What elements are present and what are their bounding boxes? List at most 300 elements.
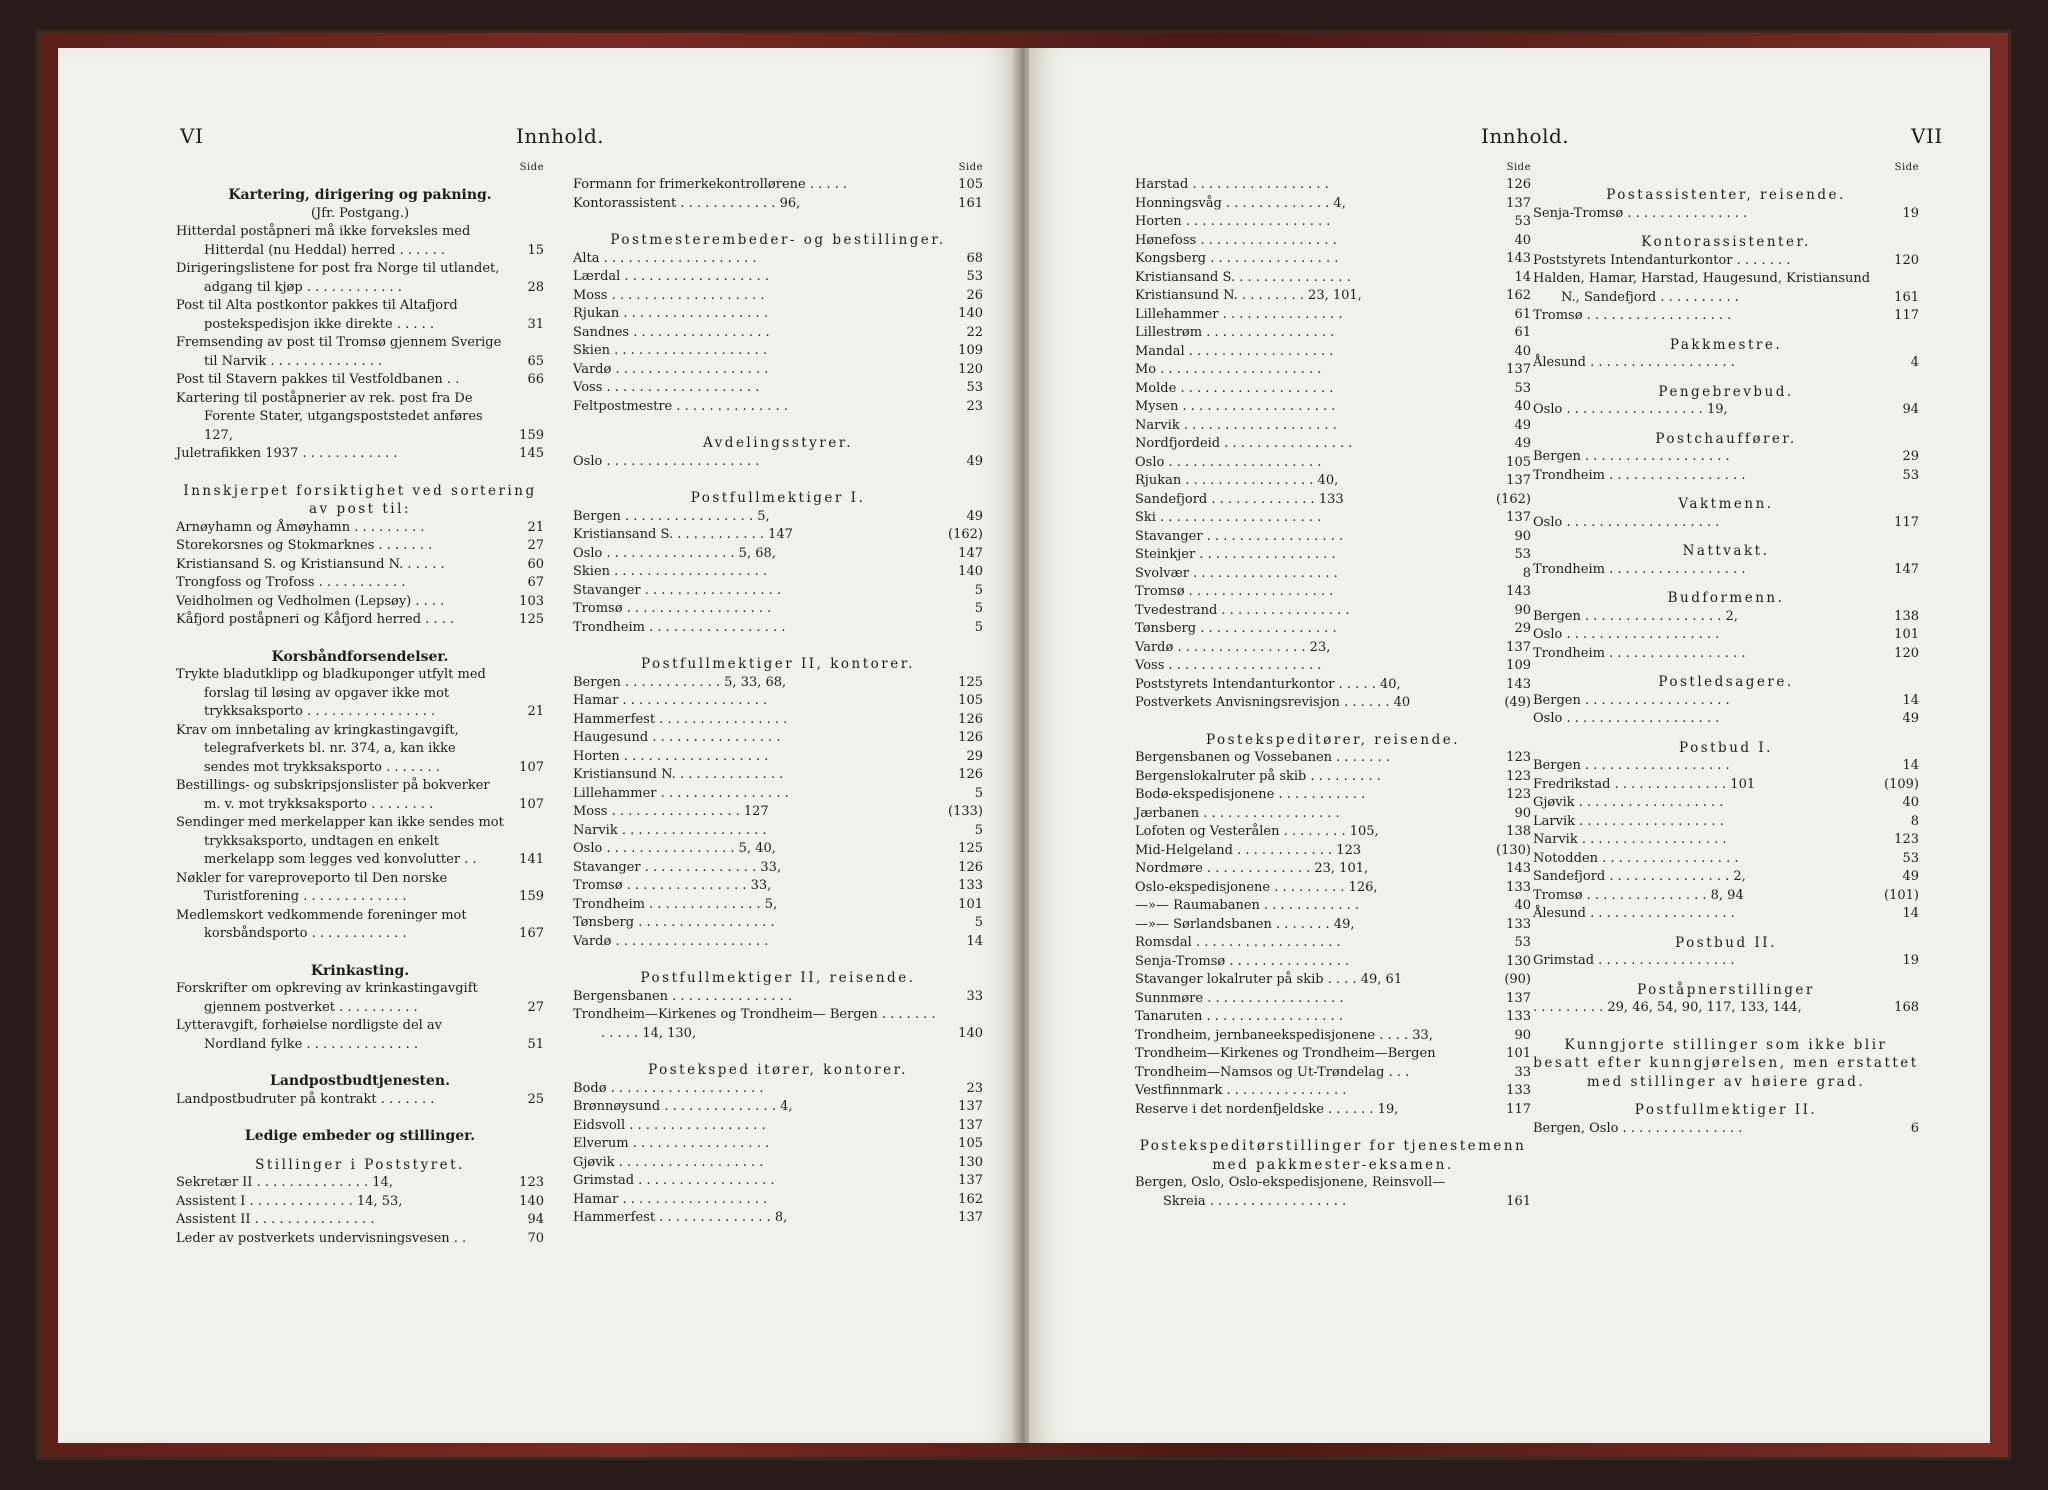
index-entry: Larvik . . . . . . . . . . . . . . . . . . 8 [1533, 813, 1919, 829]
index-entry: —»— Sørlandsbanen . . . . . . . 49, 133 [1135, 916, 1531, 932]
entry-text: Bergen, Oslo . . . . . . . . . . . . . . . [1533, 1120, 1743, 1136]
index-entry: Oslo . . . . . . . . . . . . . . . . 5, 40, 125 [573, 841, 983, 856]
index-entry: Grimstad . . . . . . . . . . . . . . . . . 137 [573, 1173, 983, 1188]
entry-text: Grimstad . . . . . . . . . . . . . . . . . [1533, 953, 1735, 968]
entry-text: Stavanger lokalruter på skib . . . . 49, 61 [1135, 972, 1403, 987]
spacer [573, 471, 983, 479]
entry-text: Mid-Helgeland . . . . . . . . . . . . 123 [1135, 842, 1362, 858]
index-entry: Sandefjord . . . . . . . . . . . . . . . 2, 49 [1533, 869, 1919, 884]
index-entry: Poststyrets Intendanturkontor . . . . . . . 120 [1533, 252, 1919, 268]
entry-text: Oslo . . . . . . . . . . . . . . . . 5, 40, [573, 841, 776, 856]
entry-text: Hamar . . . . . . . . . . . . . . . . . . [573, 693, 768, 708]
entry-text: Tønsberg . . . . . . . . . . . . . . . . . [1135, 621, 1337, 636]
index-entry: Feltpostmestre . . . . . . . . . . . . . . 23 [573, 398, 983, 414]
section-heading: Budformenn. [1667, 590, 1785, 606]
index-entry: Nøkler for vareproveporto til Den norske Turistforening . . . . . . . . . . . . . 159 [176, 870, 544, 904]
spacer [573, 951, 983, 959]
index-entry: Notodden . . . . . . . . . . . . . . . . . 53 [1533, 850, 1919, 866]
index-entry: Kristiansand S. og Kristiansund N. . . . . . 60 [176, 556, 544, 572]
index-entry: Lillestrøm . . . . . . . . . . . . . . . . 61 [1135, 325, 1531, 340]
entry-text: Tvedestrand . . . . . . . . . . . . . . . . [1135, 602, 1350, 618]
index-entry: Bergen . . . . . . . . . . . . . . . . . 2, 138 [1533, 608, 1919, 624]
index-entry: Tanaruten . . . . . . . . . . . . . . . . . 133 [1135, 1009, 1531, 1024]
index-entry: Post til Alta postkontor pakkes til Altafjord postekspedisjon ikke direkte . . . . . 31 [176, 298, 544, 332]
side-label: Side [1894, 162, 1919, 173]
entry-text: Mandal . . . . . . . . . . . . . . . . . . [1135, 343, 1334, 359]
section-heading: Postassistenter, reisende. [1606, 187, 1846, 203]
entry-text: . . . . . . . . . 29, 46, 54, 90, 117, 133, 144, [1533, 1000, 1802, 1015]
section-heading: Postledsagere. [1658, 674, 1794, 690]
index-entry: Bodø . . . . . . . . . . . . . . . . . . . 23 [573, 1080, 983, 1096]
index-entry: Bergen, Oslo . . . . . . . . . . . . . . . 6 [1533, 1120, 1919, 1136]
entry-text: Bergen . . . . . . . . . . . . . . . . 5, [573, 508, 770, 524]
index-entry: Ski . . . . . . . . . . . . . . . . . . . . 137 [1135, 510, 1531, 525]
entry-text: Elverum . . . . . . . . . . . . . . . . . [573, 1136, 770, 1151]
entry-text: Trondheim . . . . . . . . . . . . . . . . . [573, 619, 786, 635]
entry-text: Svolvær . . . . . . . . . . . . . . . . . . [1135, 565, 1338, 581]
entry-text: Assistent II . . . . . . . . . . . . . . . [176, 1212, 375, 1227]
section-heading: Nattvakt. [1682, 543, 1770, 559]
entry-text: Harstad . . . . . . . . . . . . . . . . . [1135, 177, 1329, 192]
index-entry: Rjukan . . . . . . . . . . . . . . . . 40, 137 [1135, 473, 1531, 488]
index-entry: Narvik . . . . . . . . . . . . . . . . . . . 49 [1135, 417, 1531, 433]
index-entry: Senja-Tromsø . . . . . . . . . . . . . . . 130 [1135, 953, 1531, 969]
index-entry: Vardø . . . . . . . . . . . . . . . . 23, 137 [1135, 639, 1531, 655]
index-column [176, 160, 544, 1248]
entry-text: Vardø . . . . . . . . . . . . . . . . . . . [573, 933, 769, 949]
index-entry: Tvedestrand . . . . . . . . . . . . . . . . 90 [1135, 602, 1531, 618]
entry-text: Vardø . . . . . . . . . . . . . . . . . . . [573, 361, 769, 377]
index-entry [1533, 887, 1919, 906]
index-entry: Tønsberg . . . . . . . . . . . . . . . . . 5 [573, 915, 983, 930]
section-heading: Postbud II. [1675, 934, 1777, 951]
index-entry: Horten . . . . . . . . . . . . . . . . . . 29 [573, 748, 983, 764]
entry-page-ref: (162) [948, 527, 983, 542]
entry-text: Oslo-ekspedisjonene . . . . . . . . . 126, [1135, 879, 1378, 895]
entry-text: Nordmøre . . . . . . . . . . . . . 23, 101, [1135, 861, 1369, 876]
index-entry: Oslo-ekspedisjonene . . . . . . . . . 126, 133 [1135, 879, 1531, 895]
index-entry: Gjøvik . . . . . . . . . . . . . . . . . . 40 [1533, 795, 1919, 810]
entry-text: Lytteravgift, forhøielse nordligste del av Nordland fylke . . . . . . . . . . . . . . [176, 1018, 443, 1052]
index-entry: Bodø-ekspedisjonene . . . . . . . . . . . 123 [1135, 787, 1531, 802]
index-entry: Sandnes . . . . . . . . . . . . . . . . . 22 [573, 324, 983, 340]
entry-text: Grimstad . . . . . . . . . . . . . . . . . [573, 1173, 775, 1188]
entry-text: Narvik . . . . . . . . . . . . . . . . . . [573, 822, 767, 838]
index-entry: Hønefoss . . . . . . . . . . . . . . . . . 40 [1135, 232, 1531, 248]
entry-text: Krav om innbetaling av kringkastingavgift, telegrafverkets bl. nr. 374, a, kan ikke sendes mot trykksaksporto . . . . . . . [176, 722, 459, 775]
entry-page-ref: (109) [1884, 776, 1919, 792]
entry-text: Trondheim . . . . . . . . . . . . . . . . . [1533, 467, 1746, 483]
section-heading: Postfullmektiger I. [690, 490, 866, 506]
index-entry: Ålesund . . . . . . . . . . . . . . . . . . 14 [1533, 906, 1919, 921]
entry-text: Skien . . . . . . . . . . . . . . . . . . . [573, 564, 768, 579]
index-entry: Lillehammer . . . . . . . . . . . . . . . . 5 [573, 785, 983, 801]
index-entry: Skien . . . . . . . . . . . . . . . . . . . 109 [573, 343, 983, 358]
entry-text: Bergensbanen . . . . . . . . . . . . . . . [573, 988, 793, 1004]
entry-text: Kontorassistent . . . . . . . . . . . . 96, [573, 195, 801, 211]
entry-text: Kristiansand S. . . . . . . . . . . . . . . [1135, 269, 1351, 285]
index-entry: Hamar . . . . . . . . . . . . . . . . . . 105 [573, 693, 983, 708]
index-entry: Trondheim . . . . . . . . . . . . . . . . . 53 [1533, 467, 1919, 483]
entry-text: Trondheim—Kirkenes og Trondheim— Bergen . . . . . . . . . . . . 14, 130, [573, 1007, 936, 1041]
entry-text: Ålesund . . . . . . . . . . . . . . . . . . [1533, 906, 1735, 921]
entry-text: Formann for frimerkekontrollørene . . . . . [573, 177, 848, 192]
entry-text: Storekorsnes og Stokmarknes . . . . . . . [176, 538, 433, 553]
section-heading: Pakkmestre. [1669, 336, 1783, 353]
entry-text: Notodden . . . . . . . . . . . . . . . . . [1533, 850, 1739, 866]
section-heading: Kunngjorte stillinger som ikke blir besatt efter kunngjørelsen, men erstattet med stillinger av høiere grad. [1533, 1036, 1919, 1090]
entry-text: Stavanger . . . . . . . . . . . . . . . . . [573, 582, 782, 598]
index-entry: Lærdal . . . . . . . . . . . . . . . . . . 53 [573, 269, 983, 284]
index-entry: Kongsberg . . . . . . . . . . . . . . . . 143 [1135, 251, 1531, 266]
entry-text: Assistent I . . . . . . . . . . . . . 14, 53, [176, 1193, 403, 1209]
index-entry: Bergen, Oslo, Oslo-ekspedisjonene, Reinsvoll— Skreia . . . . . . . . . . . . . . . . . 161 [1135, 1175, 1531, 1209]
side-label: Side [1506, 162, 1531, 173]
entry-text: Oslo . . . . . . . . . . . . . . . . . . . [573, 453, 760, 469]
entry-text: Bergen, Oslo, Oslo-ekspedisjonene, Reinsvoll— Skreia . . . . . . . . . . . . . . . . . [1135, 1175, 1446, 1209]
index-entry: Harstad . . . . . . . . . . . . . . . . . 126 [1135, 177, 1531, 192]
index-entry [1533, 776, 1919, 795]
entry-text: Bergen . . . . . . . . . . . . . . . . . . [1533, 758, 1730, 773]
index-entry: Lillehammer . . . . . . . . . . . . . . . 61 [1135, 306, 1531, 322]
index-entry: Svolvær . . . . . . . . . . . . . . . . . . 8 [1135, 565, 1531, 581]
index-entry [573, 526, 983, 545]
index-entry: Rjukan . . . . . . . . . . . . . . . . . . 140 [573, 306, 983, 321]
index-entry: . . . . . . . . . 29, 46, 54, 90, 117, 133, 144, 168 [1533, 1000, 1919, 1015]
entry-text: Tromsø . . . . . . . . . . . . . . . 8, 94 [1533, 887, 1744, 903]
entry-page-ref: (133) [948, 804, 983, 819]
entry-text: Larvik . . . . . . . . . . . . . . . . . . [1533, 813, 1724, 829]
index-entry: Tønsberg . . . . . . . . . . . . . . . . . 29 [1135, 621, 1531, 636]
index-entry: Trondheim—Kirkenes og Trondheim— Bergen . . . . . . . . . . . . 14, 130, 140 [573, 1007, 983, 1041]
section-heading: Poståpnerstillinger [1637, 981, 1815, 998]
index-entry: Trondheim—Namsos og Ut-Trøndelag . . . 33 [1135, 1064, 1531, 1080]
entry-text: Kristiansand S. . . . . . . . . . . . 147 [573, 527, 793, 542]
entry-text: Eidsvoll . . . . . . . . . . . . . . . . . [573, 1117, 766, 1133]
index-entry: Mysen . . . . . . . . . . . . . . . . . . . 40 [1135, 399, 1531, 414]
entry-text: Hammerfest . . . . . . . . . . . . . . . . [573, 711, 788, 727]
index-entry: Oslo . . . . . . . . . . . . . . . . . . . 117 [1533, 514, 1919, 530]
index-entry: Oslo . . . . . . . . . . . . . . . . . . . 101 [1533, 627, 1919, 642]
entry-text: Oslo . . . . . . . . . . . . . . . . . . . [1533, 514, 1720, 530]
section-heading: Posteksped itører, kontorer. [648, 1062, 908, 1078]
index-entry: Trondheim . . . . . . . . . . . . . . . . . 120 [1533, 645, 1919, 661]
entry-text: Veidholmen og Vedholmen (Lepsøy) . . . . [176, 593, 445, 609]
index-entry: Voss . . . . . . . . . . . . . . . . . . . 53 [573, 380, 983, 395]
index-entry: Assistent I . . . . . . . . . . . . . 14, 53, 140 [176, 1193, 544, 1209]
entry-text: Kristiansand S. og Kristiansund N. . . . . . [176, 556, 445, 572]
index-entry: Narvik . . . . . . . . . . . . . . . . . . 5 [573, 822, 983, 838]
index-entry: Assistent II . . . . . . . . . . . . . . . 94 [176, 1212, 544, 1227]
entry-text: Bergensbanen og Vossebanen . . . . . . . [1135, 750, 1390, 765]
entry-text: Hamar . . . . . . . . . . . . . . . . . . [573, 1191, 768, 1207]
right-page [1029, 48, 1990, 1443]
index-entry: Molde . . . . . . . . . . . . . . . . . . . 53 [1135, 380, 1531, 396]
entry-text: Kongsberg . . . . . . . . . . . . . . . . [1135, 251, 1339, 266]
index-entry: Steinkjer . . . . . . . . . . . . . . . . . 53 [1135, 547, 1531, 562]
entry-text: Reserve i det nordenfjeldske . . . . . . 19, [1135, 1101, 1399, 1117]
entry-text: Halden, Hamar, Harstad, Haugesund, Kristiansund N., Sandefjord . . . . . . . . . . [1533, 271, 1871, 305]
entry-text: Leder av postverkets undervisningsvesen . . [176, 1230, 467, 1246]
index-entry: Dirigeringslistene for post fra Norge til utlandet, adgang til kjøp . . . . . . . . . . . . 28 [176, 261, 544, 295]
index-entry [1135, 842, 1531, 861]
section-heading: Postchauffører. [1655, 430, 1797, 447]
index-entry: Skien . . . . . . . . . . . . . . . . . . . 140 [573, 564, 983, 579]
index-entry [573, 803, 983, 822]
entry-text: Tønsberg . . . . . . . . . . . . . . . . . [573, 915, 775, 930]
section-heading: Postmesterembeder- og bestillinger. [610, 232, 946, 248]
index-entry: Storekorsnes og Stokmarknes . . . . . . . 27 [176, 538, 544, 553]
spacer [176, 944, 544, 952]
section-heading: Korsbåndforsendelser. [271, 648, 449, 665]
index-entry: Bergen . . . . . . . . . . . . . . . . . . 14 [1533, 758, 1919, 773]
entry-text: Gjøvik . . . . . . . . . . . . . . . . . . [573, 1154, 764, 1170]
entry-text: Fredrikstad . . . . . . . . . . . . . . 101 [1533, 776, 1756, 792]
index-entry: Sendinger med merkelapper kan ikke sendes mot trykksaksporto, undtagen en enkelt merkelapp som legges ved konvolutter . . 141 [176, 815, 544, 867]
entry-text: Nordfjordeid . . . . . . . . . . . . . . . . [1135, 436, 1353, 451]
index-entry: Nordmøre . . . . . . . . . . . . . 23, 101, 143 [1135, 861, 1531, 876]
entry-text: Oslo . . . . . . . . . . . . . . . . . . . [1135, 454, 1322, 470]
entry-page-ref: (130) [1496, 842, 1531, 858]
section-heading: Postfullmektiger II. [1634, 1102, 1818, 1118]
entry-text: Oslo . . . . . . . . . . . . . . . . . . . [1533, 711, 1720, 726]
entry-text: Lærdal . . . . . . . . . . . . . . . . . . [573, 269, 770, 284]
index-entry: Reserve i det nordenfjeldske . . . . . . 19, 117 [1135, 1101, 1531, 1117]
entry-text: Bergen . . . . . . . . . . . . 5, 33, 68, [573, 674, 787, 690]
entry-text: Bergenslokalruter på skib . . . . . . . . . [1135, 768, 1381, 784]
index-entry: Medlemskort vedkommende foreninger mot korsbåndsporto . . . . . . . . . . . . 167 [176, 907, 544, 941]
index-entry: Bergen . . . . . . . . . . . . . . . . 5, 49 [573, 508, 983, 524]
index-entry: Trongfoss og Trofoss . . . . . . . . . . . 67 [176, 575, 544, 590]
index-entry: Elverum . . . . . . . . . . . . . . . . . 105 [573, 1136, 983, 1151]
running-head: Innhold. [1481, 124, 1570, 148]
entry-text: Mo . . . . . . . . . . . . . . . . . . . . [1135, 362, 1322, 377]
section-heading: Krinkasting. [310, 962, 410, 979]
entry-text: Lillestrøm . . . . . . . . . . . . . . . . [1135, 325, 1335, 340]
section-heading: Postekspeditører, reisende. [1205, 731, 1461, 748]
entry-text: Ålesund . . . . . . . . . . . . . . . . . . [1533, 355, 1735, 370]
index-entry: Trondheim . . . . . . . . . . . . . . . . . 147 [1533, 561, 1919, 577]
index-entry: Vardø . . . . . . . . . . . . . . . . . . . 14 [573, 933, 983, 949]
entry-text: Tromsø . . . . . . . . . . . . . . . . . . [573, 601, 772, 616]
index-entry: Fremsending av post til Tromsø gjennem Sverige til Narvik . . . . . . . . . . . . . . 65 [176, 335, 544, 369]
section-heading: Postbud I. [1679, 739, 1773, 756]
entry-text: Horten . . . . . . . . . . . . . . . . . . [1135, 214, 1331, 229]
index-entry: Stavanger . . . . . . . . . . . . . . . . . 90 [1135, 528, 1531, 544]
index-entry: Vestfinnmark . . . . . . . . . . . . . . . 133 [1135, 1083, 1531, 1098]
entry-text: Arnøyhamn og Åmøyhamn . . . . . . . . . [176, 519, 425, 535]
section-heading: Innskjerpet forsiktighet ved sortering av post til: [183, 482, 537, 517]
index-entry: Bergen . . . . . . . . . . . . . . . . . . 29 [1533, 449, 1919, 464]
entry-text: Sandefjord . . . . . . . . . . . . . 133 [1135, 491, 1344, 507]
running-head: Innhold. [516, 124, 605, 148]
index-entry: Ålesund . . . . . . . . . . . . . . . . . . 4 [1533, 355, 1919, 370]
entry-text: Trondheim . . . . . . . . . . . . . . 5, [573, 896, 778, 912]
entry-text: Poststyrets Intendanturkontor . . . . . . . [1533, 252, 1791, 268]
entry-text: Hitterdal poståpneri må ikke forveksles med Hitterdal (nu Heddal) herred . . . . . . [176, 224, 471, 258]
index-entry: Tromsø . . . . . . . . . . . . . . . . . . 5 [573, 601, 983, 616]
section-heading: Stillinger i Poststyret. [255, 1156, 465, 1173]
section-heading: Vaktmenn. [1678, 496, 1774, 512]
index-entry: —»— Raumabanen . . . . . . . . . . . . 40 [1135, 898, 1531, 913]
index-entry: Eidsvoll . . . . . . . . . . . . . . . . . 137 [573, 1117, 983, 1133]
entry-text: Molde . . . . . . . . . . . . . . . . . . . [1135, 380, 1334, 396]
index-entry: Trondheim—Kirkenes og Trondheim—Bergen 101 [1135, 1046, 1531, 1061]
entry-text: Tanaruten . . . . . . . . . . . . . . . . . [1135, 1009, 1343, 1024]
section-heading: Postfullmektiger II, kontorer. [641, 656, 915, 672]
spacer [573, 213, 983, 221]
section-heading: Avdelingsstyrer. [702, 435, 854, 451]
side-label: Side [519, 162, 544, 173]
index-entry: Krav om innbetaling av kringkastingavgift, telegrafverkets bl. nr. 374, a, kan ikke sendes mot trykksaksporto . . . . . . . 107 [176, 722, 544, 775]
entry-text: Trondheim—Namsos og Ut-Trøndelag . . . [1135, 1064, 1410, 1080]
entry-text: Bergen . . . . . . . . . . . . . . . . . . [1533, 449, 1730, 464]
index-entry [1135, 491, 1531, 510]
index-entry: Bergen . . . . . . . . . . . . 5, 33, 68, 125 [573, 674, 983, 690]
entry-text: Juletrafikken 1937 . . . . . . . . . . . . [176, 446, 398, 461]
index-column [573, 160, 983, 1228]
index-entry: Honningsvåg . . . . . . . . . . . . . 4, 137 [1135, 195, 1531, 211]
index-entry: Oslo . . . . . . . . . . . . . . . . 5, 68, 147 [573, 545, 983, 561]
section-heading: Pengebrevbud. [1658, 383, 1794, 400]
index-entry: Forskrifter om opkreving av krinkastingavgift gjennem postverket . . . . . . . . . . 27 [176, 981, 544, 1015]
spacer [176, 464, 544, 472]
index-entry: Oslo . . . . . . . . . . . . . . . . . . . 49 [573, 453, 983, 469]
index-entry: Narvik . . . . . . . . . . . . . . . . . . 123 [1533, 832, 1919, 847]
index-entry: Bestillings- og subskripsjonslister på bokverker m. v. mot trykksaksporto . . . . . . . . 107 [176, 778, 544, 812]
section-heading: Postekspeditørstillinger for tjenestemenn med pakkmester-eksamen. [1139, 1138, 1527, 1173]
entry-text: Tromsø . . . . . . . . . . . . . . . . . . [1135, 584, 1334, 599]
entry-text: Sandefjord . . . . . . . . . . . . . . . 2, [1533, 869, 1746, 884]
index-entry: Formann for frimerkekontrollørene . . . . . 105 [573, 177, 983, 192]
index-entry: Lytteravgift, forhøielse nordligste del av Nordland fylke . . . . . . . . . . . . . . 51 [176, 1018, 544, 1052]
entry-page-ref: (162) [1496, 491, 1531, 507]
index-entry: Postverkets Anvisningsrevisjon . . . . . . 40 (49) [1135, 695, 1531, 710]
entry-text: Voss . . . . . . . . . . . . . . . . . . . [573, 380, 760, 395]
entry-text: Kristiansund N. . . . . . . . . 23, 101, [1135, 288, 1362, 303]
entry-text: Jærbanen . . . . . . . . . . . . . . . . . [1135, 805, 1340, 821]
entry-text: Oslo . . . . . . . . . . . . . . . . . 19, [1533, 402, 1728, 417]
entry-text: Senja-Tromsø . . . . . . . . . . . . . . . [1135, 953, 1350, 969]
index-entry: Hitterdal poståpneri må ikke forveksles med Hitterdal (nu Heddal) herred . . . . . . 15 [176, 224, 544, 258]
index-column [1533, 160, 1919, 1138]
entry-text: Skien . . . . . . . . . . . . . . . . . . . [573, 343, 768, 358]
index-entry: Kristiansund N. . . . . . . . . 23, 101, 162 [1135, 288, 1531, 303]
index-entry: Stavanger . . . . . . . . . . . . . . 33, 126 [573, 859, 983, 875]
entry-text: Kartering til poståpnerier av rek. post fra De Forente Stater, utgangspoststedet anføres 127, [176, 390, 483, 443]
index-entry: Vardø . . . . . . . . . . . . . . . . . . . 120 [573, 361, 983, 377]
entry-text: —»— Sørlandsbanen . . . . . . . 49, [1135, 916, 1355, 932]
entry-text: Hammerfest . . . . . . . . . . . . . . 8, [573, 1210, 788, 1225]
entry-text: Sekretær II . . . . . . . . . . . . . . 14, [176, 1175, 393, 1190]
index-entry: Grimstad . . . . . . . . . . . . . . . . . 19 [1533, 953, 1919, 968]
index-entry: Trondheim, jernbaneekspedisjonene . . . . 33, 90 [1135, 1027, 1531, 1043]
index-entry: Hamar . . . . . . . . . . . . . . . . . . 162 [573, 1191, 983, 1207]
index-entry: Jærbanen . . . . . . . . . . . . . . . . . 90 [1135, 805, 1531, 821]
entry-text: Oslo . . . . . . . . . . . . . . . . . . . [1533, 627, 1720, 642]
index-entry: Sunnmøre . . . . . . . . . . . . . . . . . 137 [1135, 990, 1531, 1006]
spacer [573, 1043, 983, 1051]
entry-text: Fremsending av post til Tromsø gjennem Sverige til Narvik . . . . . . . . . . . . . . [176, 335, 502, 369]
entry-text: Dirigeringslistene for post fra Norge til utlandet, adgang til kjøp . . . . . . . . . . . . [176, 261, 500, 295]
spacer [176, 630, 544, 638]
entry-text: Oslo . . . . . . . . . . . . . . . . 5, 68, [573, 545, 776, 561]
index-entry: Arnøyhamn og Åmøyhamn . . . . . . . . . 21 [176, 519, 544, 535]
index-entry: Oslo . . . . . . . . . . . . . . . . . . . 105 [1135, 454, 1531, 470]
index-entry: Leder av postverkets undervisningsvesen . . 70 [176, 1230, 544, 1246]
index-entry: Voss . . . . . . . . . . . . . . . . . . . 109 [1135, 658, 1531, 673]
page-number: VI [180, 124, 204, 148]
entry-text: Lillehammer . . . . . . . . . . . . . . . . [573, 785, 789, 801]
index-entry: Romsdal . . . . . . . . . . . . . . . . . . 53 [1135, 935, 1531, 950]
index-entry: Lofoten og Vesterålen . . . . . . . . 105, 138 [1135, 824, 1531, 839]
section-heading: Kartering, dirigering og pakning. [228, 187, 492, 203]
entry-text: Narvik . . . . . . . . . . . . . . . . . . [1533, 832, 1727, 847]
entry-text: Lofoten og Vesterålen . . . . . . . . 105, [1135, 824, 1379, 839]
entry-text: Bodø-ekspedisjonene . . . . . . . . . . . [1135, 787, 1366, 802]
index-entry: Bergen . . . . . . . . . . . . . . . . . . 14 [1533, 692, 1919, 708]
entry-text: Hønefoss . . . . . . . . . . . . . . . . . [1135, 232, 1337, 248]
entry-text: Moss . . . . . . . . . . . . . . . . . . . [573, 287, 765, 303]
index-entry: Hammerfest . . . . . . . . . . . . . . 8, 137 [573, 1210, 983, 1225]
entry-text: Alta . . . . . . . . . . . . . . . . . . . [573, 250, 757, 266]
index-entry: Tromsø . . . . . . . . . . . . . . . . . . 117 [1533, 308, 1919, 323]
index-entry: Kristiansund N. . . . . . . . . . . . . . 126 [573, 767, 983, 782]
entry-text: Trongfoss og Trofoss . . . . . . . . . . . [176, 575, 406, 590]
entry-page-ref: (101) [1884, 887, 1919, 903]
entry-text: Horten . . . . . . . . . . . . . . . . . . [573, 748, 769, 764]
entry-text: Forskrifter om opkreving av krinkastingavgift gjennem postverket . . . . . . . . . . [176, 981, 478, 1015]
spacer [1135, 713, 1531, 721]
spacer [573, 637, 983, 645]
index-entry: Bergensbanen . . . . . . . . . . . . . . . 33 [573, 988, 983, 1004]
index-entry: Halden, Hamar, Harstad, Haugesund, Kristiansund N., Sandefjord . . . . . . . . . . 161 [1533, 271, 1919, 305]
entry-text: Steinkjer . . . . . . . . . . . . . . . . . [1135, 547, 1336, 562]
entry-text: Bodø . . . . . . . . . . . . . . . . . . . [573, 1080, 764, 1096]
index-entry: Kartering til poståpnerier av rek. post fra De Forente Stater, utgangspoststedet anføres 127, 159 [176, 390, 544, 443]
index-entry: Trondheim . . . . . . . . . . . . . . . . . 5 [573, 619, 983, 635]
entry-text: Trondheim . . . . . . . . . . . . . . . . . [1533, 561, 1746, 577]
entry-text: Romsdal . . . . . . . . . . . . . . . . . . [1135, 935, 1341, 950]
index-entry: Veidholmen og Vedholmen (Lepsøy) . . . . 103 [176, 593, 544, 609]
index-entry: Mo . . . . . . . . . . . . . . . . . . . . 137 [1135, 362, 1531, 377]
entry-text: Post til Stavern pakkes til Vestfoldbanen . . [176, 372, 460, 387]
entry-text: Landpostbudruter på kontrakt . . . . . . . [176, 1091, 435, 1107]
index-entry: Stavanger lokalruter på skib . . . . 49, 61 (90) [1135, 972, 1531, 987]
entry-text: Trondheim, jernbaneekspedisjonene . . . . 33, [1135, 1027, 1433, 1043]
entry-text: Bestillings- og subskripsjonslister på bokverker m. v. mot trykksaksporto . . . . . . . . [176, 778, 490, 812]
left-page [58, 48, 1016, 1443]
entry-text: —»— Raumabanen . . . . . . . . . . . . [1135, 898, 1360, 913]
index-entry: Oslo . . . . . . . . . . . . . . . . . . . 49 [1533, 711, 1919, 726]
index-entry: Oslo . . . . . . . . . . . . . . . . . 19, 94 [1533, 402, 1919, 417]
index-entry: Tromsø . . . . . . . . . . . . . . . . . . 143 [1135, 584, 1531, 599]
entry-text: Lillehammer . . . . . . . . . . . . . . . [1135, 306, 1343, 322]
entry-text: Bergen . . . . . . . . . . . . . . . . . 2, [1533, 608, 1738, 624]
entry-text: Vestfinnmark . . . . . . . . . . . . . . . [1135, 1083, 1347, 1098]
index-entry: Mandal . . . . . . . . . . . . . . . . . . 40 [1135, 343, 1531, 359]
spacer [1533, 1018, 1919, 1026]
section-note: (Jfr. Postgang.) [310, 205, 410, 221]
entry-text: Nøkler for vareproveporto til Den norske Turistforening . . . . . . . . . . . . . [176, 870, 448, 904]
entry-text: Tromsø . . . . . . . . . . . . . . . . . . [1533, 308, 1732, 323]
entry-text: Kristiansund N. . . . . . . . . . . . . . [573, 767, 784, 782]
index-entry: Kontorassistent . . . . . . . . . . . . 96, 161 [573, 195, 983, 211]
index-entry: Juletrafikken 1937 . . . . . . . . . . . . 145 [176, 446, 544, 461]
entry-text: Trykte bladutklipp og bladkuponger utfylt med forslag til løsing av opgaver ikke mot trykksaksporto . . . . . . . . . . . . . . . . [176, 667, 486, 719]
index-entry: Alta . . . . . . . . . . . . . . . . . . . 68 [573, 250, 983, 266]
entry-text: Trondheim—Kirkenes og Trondheim—Bergen [1135, 1046, 1436, 1061]
